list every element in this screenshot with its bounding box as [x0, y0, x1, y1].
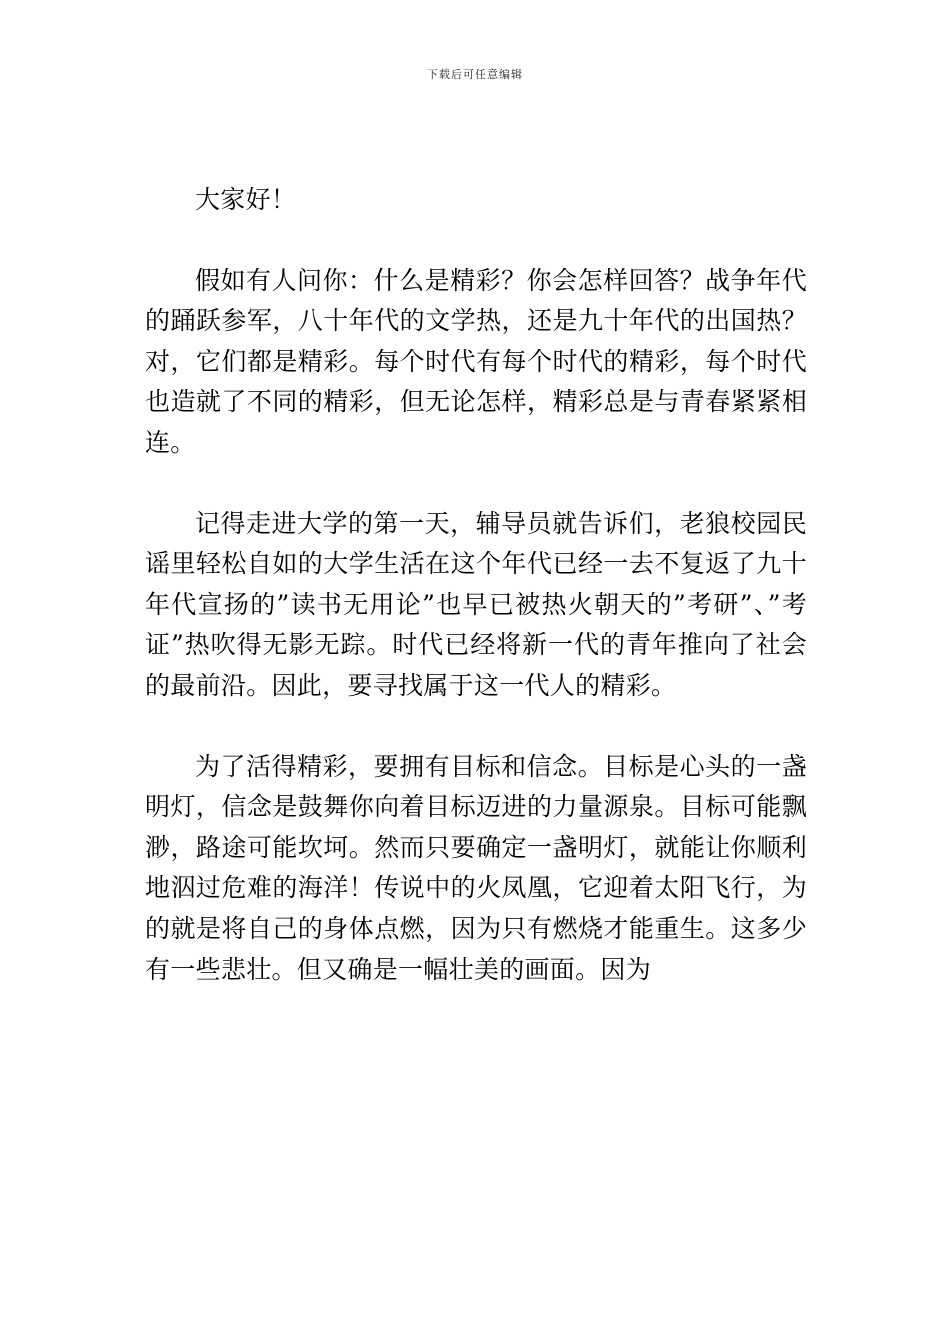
paragraph-3: 为了活得精彩，要拥有目标和信念。目标是心头的一盏明灯，信念是鼓舞你向着目标迈进的力量源泉。目标可能飘渺，路途可能坎坷。然而只要确定一盏明灯，就能让你顺利地泅过危难的海洋！传说中的火凤凰，它迎着太阳飞行，为的就是将自己的身体点燃，因为只有燃烧才能重生。这多少有一些悲壮。但又确是一幅壮美的画面。因为	[145, 751, 807, 984]
paragraph-2: 记得走进大学的第一天，辅导员就告诉们，老狼校园民谣里轻松自如的大学生活在这个年代已经一去不复返了九十年代宣扬的”读书无用论”也早已被热火朝天的”考研”、”考证”热吹得无影无踪。时代已经将新一代的青年推向了社会的最前沿。因此，要寻找属于这一代人的精彩。	[145, 508, 807, 700]
paragraph-1: 假如有人问你：什么是精彩？你会怎样回答？战争年代的踊跃参军，八十年代的文学热，还是九十年代的出国热？对，它们都是精彩。每个时代有每个时代的精彩，每个时代也造就了不同的精彩，但无论怎样，精彩总是与青春紧紧相连。	[145, 265, 807, 457]
document-body	[145, 180, 807, 990]
paragraph-greeting: 大家好！	[195, 185, 297, 214]
header-note: 下载后可任意编辑	[427, 68, 523, 81]
